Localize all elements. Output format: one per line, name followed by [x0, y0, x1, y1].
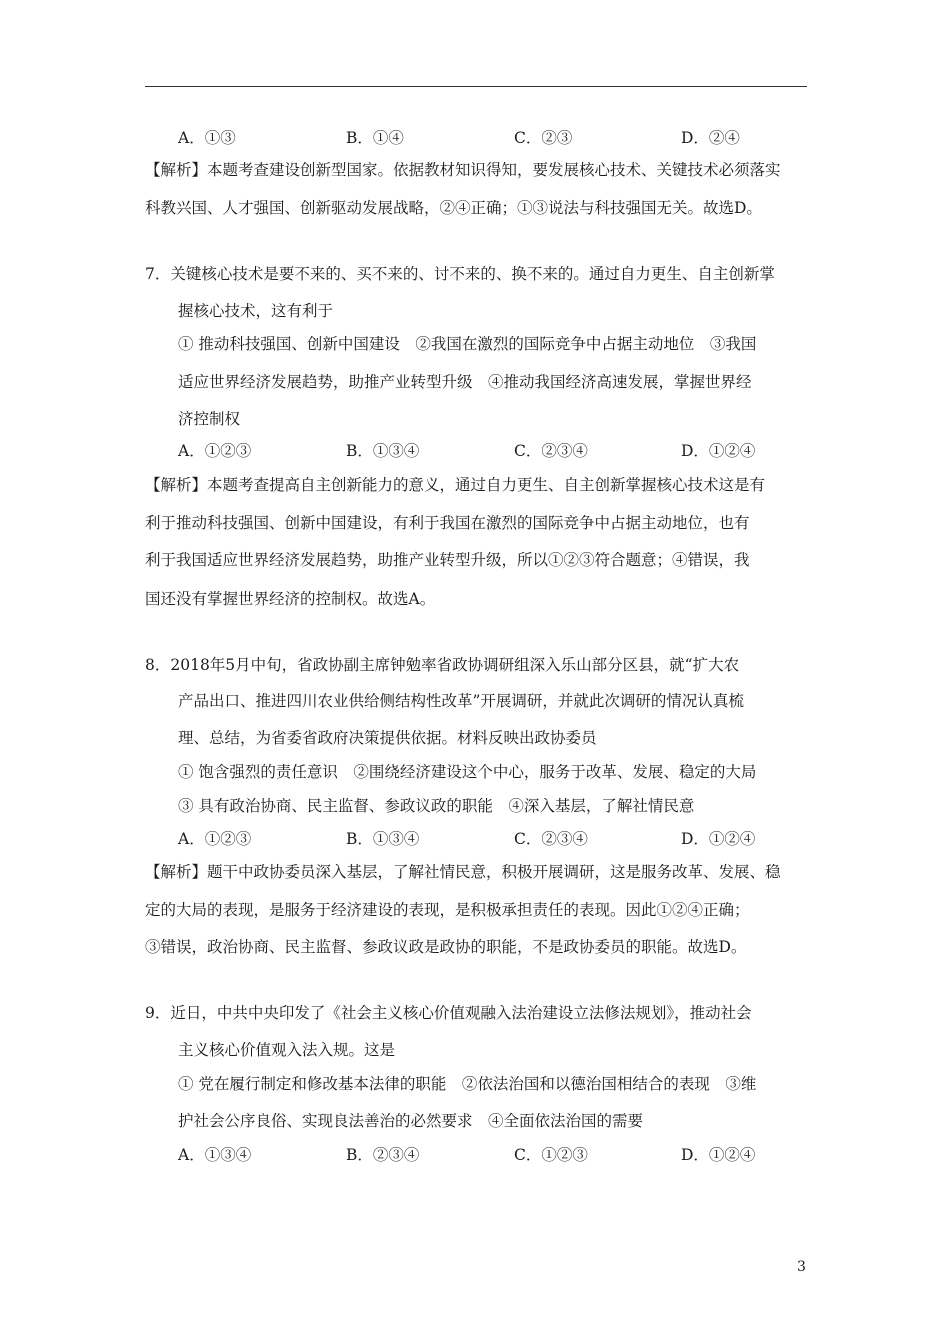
q9-option-c[interactable]: C．①②③ [514, 1146, 588, 1164]
q6-option-a[interactable]: A．①③ [178, 129, 236, 147]
q8-analysis-line-3: ③错误，政治协商、民主监督、参政议政是政协的职能，不是政协委员的职能。故选D。 [145, 938, 747, 956]
q8-analysis-tag: 【解析】 [145, 863, 208, 881]
q8-option-b[interactable]: B．①③④ [346, 830, 420, 848]
q7-analysis-line-2: 利于推动科技强国、创新中国建设，有利于我国在激烈的国际竞争中占据主动地位，也有 [145, 514, 750, 532]
q7-option-b[interactable]: B．①③④ [346, 442, 420, 460]
q7-options [178, 441, 838, 461]
q7-option-a[interactable]: A．①②③ [178, 442, 252, 460]
q9-option-a[interactable]: A．①③④ [178, 1146, 252, 1164]
q9-stem-line-2: 主义核心价值观入法入规。这是 [178, 1041, 396, 1059]
q6-options [178, 128, 838, 148]
q8-options [178, 829, 838, 849]
q9-stem-line-1: 9．近日，中共中央印发了《社会主义核心价值观融入法治建设立法修法规划》，推动社会 [145, 1004, 752, 1022]
q8-option-a[interactable]: A．①②③ [178, 830, 252, 848]
q7-option-d[interactable]: D．①②④ [681, 442, 756, 460]
q6-analysis-tag: 【解析】 [145, 161, 208, 179]
q8-statement-line-1: ① 饱含强烈的责任意识 ②围绕经济建设这个中心，服务于改革、发展、稳定的大局 [178, 763, 757, 781]
q8-option-c[interactable]: C．②③④ [514, 830, 588, 848]
q7-stem-line-2: 握核心技术，这有利于 [178, 302, 334, 320]
q7-analysis-line-1: 【解析】本题考查提高自主创新能力的意义，通过自力更生、自主创新掌握核心技术这是有 [145, 476, 766, 494]
q7-statement-line-2: 适应世界经济发展趋势，助推产业转型升级 ④推动我国经济高速发展，掌握世界经 [178, 373, 752, 391]
q7-option-c[interactable]: C．②③④ [514, 442, 588, 460]
q9-options [178, 1145, 838, 1165]
q7-stem-line-1: 7．关键核心技术是要不来的、买不来的、讨不来的、换不来的。通过自力更生、自主创新掌 [145, 265, 775, 283]
q9-statement-line-1: ① 党在履行制定和修改基本法律的职能 ②依法治国和以德治国相结合的表现 ③维 [178, 1075, 757, 1093]
q7-statement-line-1: ① 推动科技强国、创新中国建设 ②我国在激烈的国际竞争中占据主动地位 ③我国 [178, 335, 757, 353]
q7-analysis-line-4: 国还没有掌握世界经济的控制权。故选A。 [145, 590, 436, 608]
q7-statement-line-3: 济控制权 [178, 410, 241, 428]
page-number: 3 [797, 1259, 806, 1275]
q6-option-c[interactable]: C．②③ [514, 129, 573, 147]
q6-option-d[interactable]: D．②④ [681, 129, 740, 147]
q8-analysis-line-2: 定的大局的表现，是服务于经济建设的表现，是积极承担责任的表现。因此①②④正确； [145, 901, 750, 919]
q8-analysis-line-1: 【解析】题干中政协委员深入基层，了解社情民意，积极开展调研，这是服务改革、发展、稳 [145, 863, 781, 881]
q9-option-d[interactable]: D．①②④ [681, 1146, 756, 1164]
q6-option-b[interactable]: B．①④ [346, 129, 404, 147]
q8-stem-line-1: 8．2018年5月中旬，省政协副主席钟勉率省政协调研组深入乐山部分区县，就“扩大农 [145, 656, 740, 674]
q8-stem-line-3: 理、总结，为省委省政府决策提供依据。材料反映出政协委员 [178, 729, 597, 747]
q6-analysis-line-2: 科教兴国、人才强国、创新驱动发展战略，②④正确；①③说法与科技强国无关。故选D。 [145, 199, 762, 217]
q8-statement-line-2: ③ 具有政治协商、民主监督、参政议政的职能 ④深入基层，了解社情民意 [178, 797, 695, 815]
q8-option-d[interactable]: D．①②④ [681, 830, 756, 848]
q7-analysis-line-3: 利于我国适应世界经济发展趋势，助推产业转型升级，所以①②③符合题意；④错误，我 [145, 551, 750, 569]
q9-statement-line-2: 护社会公序良俗、实现良法善治的必然要求 ④全面依法治国的需要 [178, 1112, 644, 1130]
q9-option-b[interactable]: B．②③④ [346, 1146, 420, 1164]
q6-analysis-line-1: 【解析】本题考查建设创新型国家。依据教材知识得知，要发展核心技术、关键技术必须落实 [145, 161, 781, 179]
q8-stem-line-2: 产品出口、推进四川农业供给侧结构性改革”开展调研，并就此次调研的情况认真梳 [178, 692, 744, 710]
header-rule [145, 86, 807, 87]
q7-analysis-tag: 【解析】 [145, 476, 208, 494]
